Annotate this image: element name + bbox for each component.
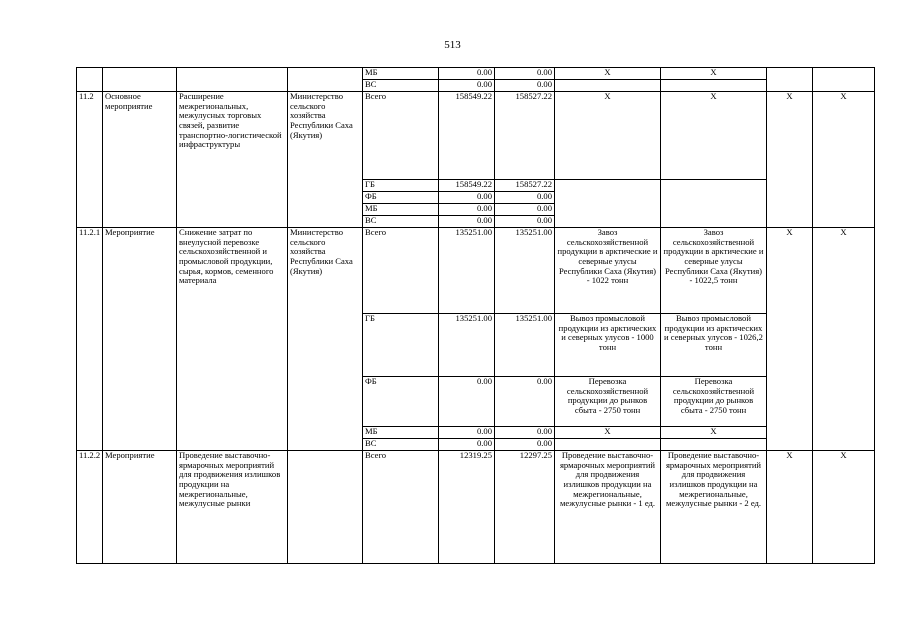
result-cell: Вывоз промысловой продукции из арктических и северных улусов - 1000 тонн: [555, 314, 661, 377]
executor-cell: [288, 451, 363, 564]
source-cell: ВС: [363, 439, 439, 451]
type-cell: Мероприятие: [103, 451, 177, 564]
num-cell: [77, 68, 103, 92]
result-cell: [555, 80, 661, 92]
result-cell: Перевозка сельскохозяйственной продукции до рынков сбыта - 2750 тонн: [661, 377, 767, 427]
source-cell: ВС: [363, 80, 439, 92]
table-row: [77, 68, 875, 80]
value-cell: 0.00: [495, 192, 555, 204]
result-cell: Вывоз промысловой продукции из арктических и северных улусов - 1026,2 тонн: [661, 314, 767, 377]
mark-cell: X: [813, 92, 875, 228]
value-cell: 0.00: [495, 377, 555, 427]
value-cell: 0.00: [439, 439, 495, 451]
type-cell: [103, 68, 177, 92]
result-cell: [661, 180, 767, 228]
result-cell: [555, 439, 661, 451]
value-cell: 0.00: [439, 216, 495, 228]
result-cell: X: [555, 427, 661, 439]
page-number: 513: [444, 39, 461, 51]
name-cell: Снижение затрат по внеулусной перевозке сельскохозяйственной и промысловой продукции, сырья, кормов, семенного материала: [177, 228, 288, 451]
result-cell: Проведение выставочно-ярмарочных мероприятий для продвижения излишков продукции на межрегиональные, межулусные рынки - 2 ед.: [661, 451, 767, 564]
source-cell: Всего: [363, 228, 439, 314]
executor-cell: [288, 68, 363, 92]
type-cell: Основное мероприятие: [103, 92, 177, 228]
mark-cell: X: [813, 228, 875, 451]
num-cell: 11.2.1: [77, 228, 103, 451]
source-cell: ГБ: [363, 180, 439, 192]
value-cell: 0.00: [495, 427, 555, 439]
value-cell: 158549.22: [439, 92, 495, 180]
result-cell: Проведение выставочно-ярмарочных мероприятий для продвижения излишков продукции на межрегиональные, межулусные рынки - 1 ед.: [555, 451, 661, 564]
program-table: [76, 67, 875, 564]
source-cell: МБ: [363, 427, 439, 439]
result-cell: X: [555, 92, 661, 180]
result-cell: X: [661, 68, 767, 80]
name-cell: [177, 68, 288, 92]
name-cell: Расширение межрегиональных, межулусных торговых связей, развитие транспортно-логистической инфраструктуры: [177, 92, 288, 228]
num-cell: 11.2: [77, 92, 103, 228]
source-cell: ФБ: [363, 377, 439, 427]
source-cell: ГБ: [363, 314, 439, 377]
value-cell: 0.00: [495, 216, 555, 228]
source-cell: ВС: [363, 216, 439, 228]
result-cell: X: [661, 427, 767, 439]
mark-cell: X: [813, 451, 875, 564]
value-cell: 135251.00: [495, 314, 555, 377]
result-cell: X: [555, 68, 661, 80]
value-cell: 0.00: [495, 439, 555, 451]
value-cell: 12297.25: [495, 451, 555, 564]
source-cell: Всего: [363, 92, 439, 180]
type-cell: Мероприятие: [103, 228, 177, 451]
value-cell: 0.00: [439, 192, 495, 204]
result-cell: Завоз сельскохозяйственной продукции в арктические и северные улусы Республики Саха (Якутия) - 1022 тонн: [555, 228, 661, 314]
table-row: [77, 92, 875, 180]
name-cell: Проведение выставочно-ярмарочных мероприятий для продвижения излишков продукции на межрегиональные, межулусные рынки: [177, 451, 288, 564]
result-cell: [661, 439, 767, 451]
source-cell: ФБ: [363, 192, 439, 204]
result-cell: [555, 180, 661, 228]
value-cell: 135251.00: [439, 228, 495, 314]
value-cell: 0.00: [439, 377, 495, 427]
result-cell: X: [661, 92, 767, 180]
result-cell: Завоз сельскохозяйственной продукции в арктические и северные улусы Республики Саха (Якутия) - 1022,5 тонн: [661, 228, 767, 314]
source-cell: Всего: [363, 451, 439, 564]
value-cell: 0.00: [439, 68, 495, 80]
executor-cell: Министерство сельского хозяйства Республики Саха (Якутия): [288, 228, 363, 451]
num-cell: 11.2.2: [77, 451, 103, 564]
value-cell: 158549.22: [439, 180, 495, 192]
value-cell: 0.00: [495, 68, 555, 80]
value-cell: 0.00: [439, 427, 495, 439]
mark-cell: X: [767, 92, 813, 228]
value-cell: 0.00: [495, 204, 555, 216]
blank-cell: [767, 68, 813, 92]
result-cell: Перевозка сельскохозяйственной продукции до рынков сбыта - 2750 тонн: [555, 377, 661, 427]
value-cell: 0.00: [495, 80, 555, 92]
value-cell: 158527.22: [495, 92, 555, 180]
value-cell: 0.00: [439, 80, 495, 92]
value-cell: 0.00: [439, 204, 495, 216]
executor-cell: Министерство сельского хозяйства Республики Саха (Якутия): [288, 92, 363, 228]
table-row: [77, 451, 875, 564]
blank-cell: [813, 68, 875, 92]
mark-cell: X: [767, 228, 813, 451]
mark-cell: X: [767, 451, 813, 564]
source-cell: МБ: [363, 68, 439, 80]
table-row: [77, 228, 875, 314]
value-cell: 12319.25: [439, 451, 495, 564]
result-cell: [661, 80, 767, 92]
source-cell: МБ: [363, 204, 439, 216]
value-cell: 158527.22: [495, 180, 555, 192]
value-cell: 135251.00: [495, 228, 555, 314]
value-cell: 135251.00: [439, 314, 495, 377]
